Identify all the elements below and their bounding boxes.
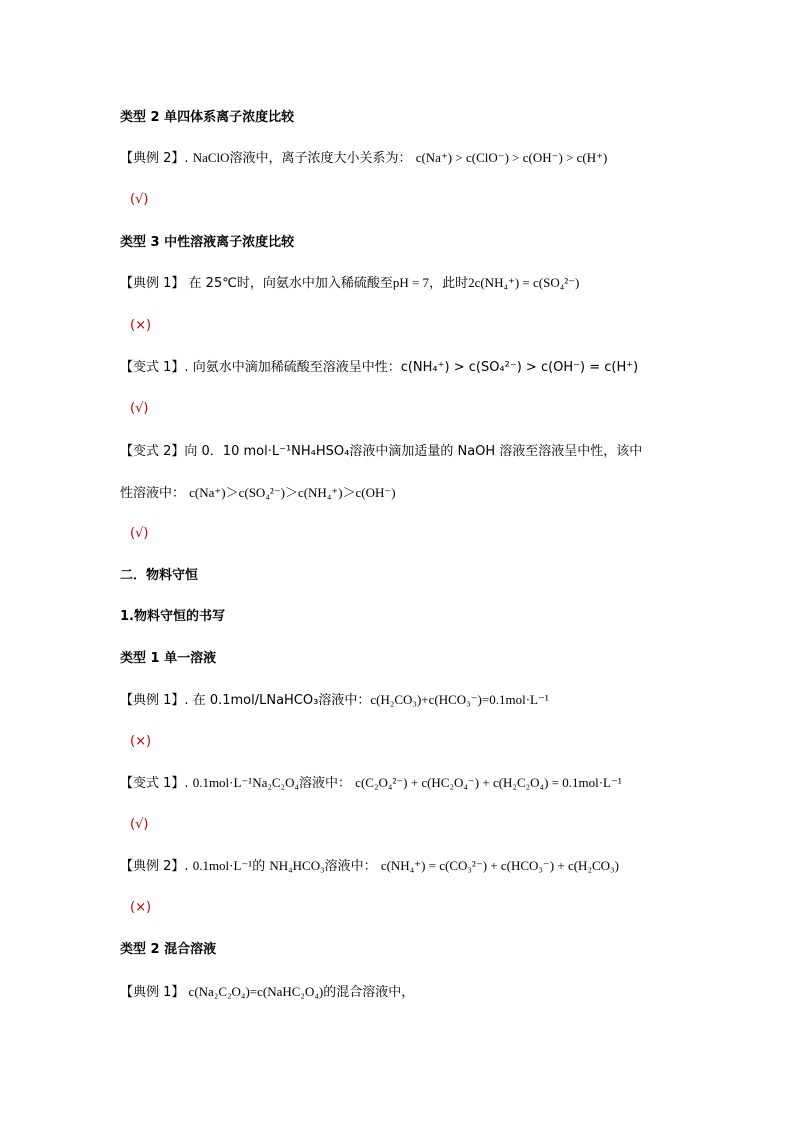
- variant-2-line-2: [120, 483, 396, 504]
- formula: NH₄HCO₃: [269, 858, 325, 873]
- formula: 2c(NH₄⁺) = c(SO₄²⁻): [468, 275, 580, 290]
- formula: c(Na⁺)＞c(SO₄²⁻)＞c(NH₄⁺)＞c(OH⁻): [189, 485, 396, 500]
- heading-sub1: 1.物料守恒的书写: [120, 609, 225, 624]
- formula: c(Na⁺) > c(ClO⁻) > c(OH⁻) > c(H⁺): [415, 150, 608, 165]
- example-label: 【典例 2】.: [120, 859, 189, 874]
- example-label: 【典例 1】: [120, 985, 185, 1000]
- answer-mark: (√): [130, 401, 149, 416]
- formula: 0.1mol·L⁻¹: [192, 858, 253, 873]
- variant-1-line: [120, 358, 638, 378]
- text: ，此时: [429, 276, 469, 291]
- example-label: 【变式 2】: [120, 444, 185, 459]
- formula: c(H₂CO₃)+c(HCO₃⁻)=0.1mol·L⁻¹: [370, 692, 549, 707]
- text: 溶液中：: [324, 859, 377, 874]
- mc-variant-1-line: [120, 773, 622, 794]
- text: 向氨水中滴加稀硫酸至溶液呈中性：: [192, 360, 401, 375]
- heading-section2: 二．物料守恒: [120, 568, 199, 583]
- formula: pH = 7: [392, 275, 430, 290]
- answer-mark: (√): [130, 526, 149, 541]
- text: 在 25℃时，向氨水中加入稀硫酸至: [188, 276, 393, 291]
- example-label: 【典例 2】.: [120, 151, 189, 166]
- example-2-line: [120, 148, 607, 169]
- formula: c(C₂O₄²⁻) + c(HC₂O₄⁻) + c(H₂C₂O₄) = 0.1mol·L⁻¹: [355, 775, 622, 790]
- heading-type3: 类型 3 中性溶液离子浓度比较: [120, 235, 295, 250]
- answer-mark: (√): [130, 817, 149, 832]
- example-label: 【变式 1】.: [120, 776, 189, 791]
- formula: c(NH₄⁺) = c(CO₃²⁻) + c(HCO₃⁻) + c(H₂CO₃): [380, 858, 619, 873]
- example-label: 【变式 1】.: [120, 360, 189, 375]
- text: 的: [252, 859, 266, 874]
- answer-mark: (×): [130, 900, 152, 915]
- example-label: 【典例 1】: [120, 276, 185, 291]
- formula: 0.1mol·L⁻¹Na₂C₂O₄: [192, 775, 300, 790]
- formula: c(Na₂C₂O₄)=c(NaHC₂O₄): [188, 984, 324, 999]
- heading-type1: 类型 1 单一溶液: [120, 651, 217, 666]
- text: 的混合溶液中，: [323, 985, 415, 1000]
- text: 向 0．10 mol·L⁻¹NH₄HSO₄溶液中滴加适量的 NaOH 溶液至溶液呈中性，该中: [184, 444, 643, 459]
- example-label: 【典例 1】.: [120, 693, 189, 708]
- text: 在 0.1mol/LNaHCO₃溶液中：: [192, 693, 371, 708]
- variant-2-line: [120, 442, 642, 462]
- text: 溶液中，离子浓度大小关系为：: [229, 151, 412, 166]
- heading-type2-mixed: 类型 2 混合溶液: [120, 942, 217, 957]
- heading-type2: 类型 2 单四体系离子浓度比较: [120, 110, 295, 125]
- mix-example-1-line: [120, 982, 414, 1003]
- text: 性溶液中：: [120, 486, 186, 501]
- mc-example-1-line: [120, 690, 549, 711]
- mc-example-2-line: [120, 856, 619, 877]
- formula: NaClO: [192, 150, 230, 165]
- example-1-line: [120, 273, 579, 294]
- answer-mark: (√): [130, 192, 149, 207]
- answer-mark: (×): [130, 734, 152, 749]
- formula: c(NH₄⁺) > c(SO₄²⁻) > c(OH⁻) = c(H⁺): [400, 360, 639, 375]
- answer-mark: (×): [130, 318, 152, 333]
- text: 溶液中：: [299, 776, 352, 791]
